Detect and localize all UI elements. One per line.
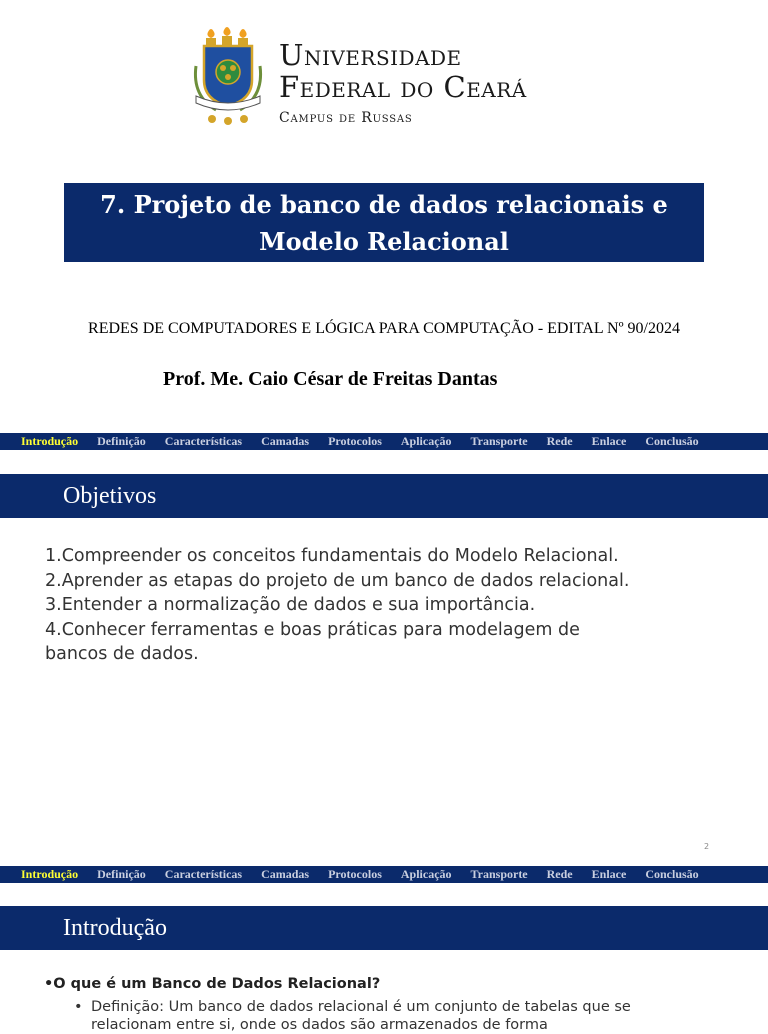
page-number: 2 [704,842,710,851]
nav-item-aplicacao[interactable]: Aplicação [400,434,452,448]
nav-item-enlace[interactable]: Enlace [591,434,627,448]
torch-icon [222,27,232,46]
list-item: 2.Aprender as etapas do projeto de um banco de dados relacional. [45,570,630,591]
nav-item-conclusao[interactable]: Conclusão [645,434,699,448]
nav-item-definicao[interactable]: Definição [97,434,146,448]
nav-item-rede[interactable]: Rede [546,434,573,448]
nav-item-definicao[interactable]: Definição [97,867,146,881]
nav-item-camadas[interactable]: Camadas [261,867,310,881]
objectives-list [45,544,645,667]
nav-item-enlace[interactable]: Enlace [591,867,627,881]
nav-item-transporte[interactable]: Transporte [470,867,528,881]
list-item: 4.Conhecer ferramentas e boas práticas para modelagem de bancos de dados. [45,619,580,664]
nav-item-aplicacao[interactable]: Aplicação [400,867,452,881]
section-header-introducao [0,906,768,950]
nav-item-rede[interactable]: Rede [546,867,573,881]
slide-title-box [64,183,704,262]
professor-name: Prof. Me. Caio César de Freitas Dantas [163,368,498,390]
nav-item-protocolos[interactable]: Protocolos [328,434,382,448]
nav-item-protocolos[interactable]: Protocolos [328,867,382,881]
section-header-objetivos [0,474,768,518]
nav-bar [0,866,768,883]
nav-item-introducao[interactable]: Introdução [21,434,79,448]
course-subtitle: REDES DE COMPUTADORES E LÓGICA PARA COMPUTAÇÃO - EDITAL Nº 90/2024 [88,320,680,337]
nav-item-transporte[interactable]: Transporte [470,434,528,448]
university-name-line1: Universidade [279,38,462,72]
torch-icon [206,29,216,46]
slide-title: 7. Projeto de banco de dados relacionais e Modelo Relacional [100,189,668,256]
university-name-line2: Federal do Ceará [279,70,527,104]
list-item: 1.Compreender os conceitos fundamentais do Modelo Relacional. [45,546,619,566]
nav-bar [0,433,768,450]
nav-item-caracteristicas[interactable]: Características [164,434,243,448]
ufc-crest-logo [190,26,266,126]
nav-item-conclusao[interactable]: Conclusão [645,867,699,881]
section-title: Objetivos [63,483,157,509]
intro-question: •O que é um Banco de Dados Relacional? [44,976,381,992]
nav-item-caracteristicas[interactable]: Características [164,867,243,881]
campus-name: Campus de Russas [279,110,413,126]
definition-text: Definição: Um banco de dados relacional é um conjunto de tabelas que se relacionam entre si, onde os dados são armazenados de forma [91,999,631,1033]
nav-item-camadas[interactable]: Camadas [261,434,310,448]
intro-definition [74,998,634,1034]
bullet: • [74,999,83,1015]
nav-item-introducao[interactable]: Introdução [21,867,79,881]
torch-icon [238,29,248,46]
section-title: Introdução [63,915,167,941]
list-item: 3.Entender a normalização de dados e sua importância. [45,595,536,615]
